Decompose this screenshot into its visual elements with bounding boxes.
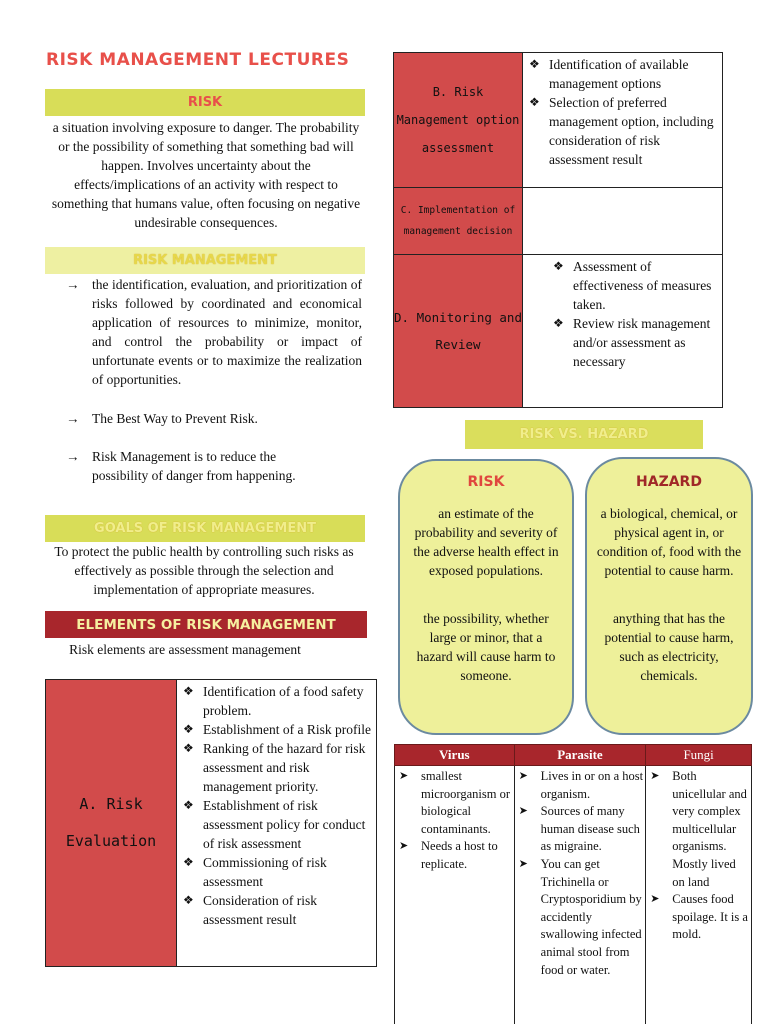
arrow-icon: → (66, 411, 80, 426)
list-item: ➤ smallest microorganism or biological contaminants. (397, 768, 512, 838)
risk-bubble-title: RISK (467, 474, 505, 490)
element-a-table (45, 679, 377, 967)
list-item: ❖ Selection of preferred management option, including consideration of risk assessment result (525, 93, 718, 169)
goals-text: To protect the public health by controlling such risks as effectively as possible through the selection and implementation of appropriate measures. (54, 544, 354, 597)
hazard-bubble-title: HAZARD (636, 474, 702, 490)
virus-header: Virus (395, 745, 515, 766)
parasite-list (517, 768, 644, 979)
risk-heading: RISK (187, 95, 223, 110)
element-d-list (549, 257, 718, 371)
list-item: → The Best Way to Prevent Risk. (66, 409, 362, 429)
list-item: → Risk Management is to reduce the possibility of danger from happening. (66, 447, 362, 486)
risk-vs-hazard-heading: RISK VS. HAZARD (519, 427, 649, 442)
hazard-bubble-text-1: a biological, chemical, or physical agent in, or condition of, food with the potential to cause harm. (596, 506, 742, 578)
list-item: ➤ Causes food spoilage. It is a mold. (648, 891, 749, 944)
goals-heading: GOALS OF RISK MANAGEMENT (94, 521, 316, 536)
element-c-label: C. Implementation of management decision (394, 188, 523, 255)
list-item: ❖ Identification of available management options (525, 55, 718, 93)
elements-intro: Risk elements are assessment management (69, 642, 301, 657)
list-item: ❖ Review risk management and/or assessment as necessary (549, 314, 718, 371)
list-item: ➤ Needs a host to replicate. (397, 838, 512, 873)
elements-heading-band (45, 611, 367, 638)
risk-bubble (398, 459, 574, 735)
hazard-bubble (585, 457, 753, 735)
virus-list (397, 768, 512, 874)
element-b-list (525, 55, 718, 169)
list-item: ➤ You can get Trichinella or Cryptosporidium by accidently swallowing infected animal stool from food or water. (517, 856, 644, 979)
list-item: ❖ Commissioning of risk assessment (179, 853, 372, 891)
list-item: ➤ Sources of many human disease such as migraine. (517, 803, 644, 856)
risk-management-heading: RISK MANAGEMENT (133, 253, 277, 268)
fungi-list (648, 768, 749, 944)
organisms-table (394, 744, 752, 1024)
element-c-empty-cell (523, 188, 723, 255)
risk-heading-band (45, 89, 365, 116)
hazard-bubble-text-2: anything that has the potential to cause harm, such as electricity, chemicals. (604, 611, 734, 683)
fungi-header: Fungi (646, 745, 752, 766)
list-item: ❖ Consideration of risk assessment result (179, 891, 372, 929)
arrow-icon: → (66, 277, 80, 292)
element-d-label: D. Monitoring and Review (394, 255, 523, 408)
risk-bubble-text-1: an estimate of the probability and severity of the adverse health effect in exposed populations. (413, 506, 559, 578)
arrow-icon: → (66, 448, 80, 464)
list-item: ❖ Identification of a food safety problem. (179, 682, 372, 720)
element-b-label: B. Risk Management option assessment (394, 53, 523, 188)
list-item: ➤ Lives in or on a host organism. (517, 768, 644, 803)
element-a-label: A. Risk Evaluation (46, 680, 177, 967)
list-item: ❖ Establishment of a Risk profile (179, 720, 372, 739)
risk-bubble-text-2: the possibility, whether large or minor, that a hazard will cause harm to someone. (416, 611, 556, 683)
elements-bcd-table (393, 52, 723, 408)
risk-management-heading-band (45, 247, 365, 274)
list-item: → the identification, evaluation, and prioritization of risks followed by coordinated and economical application of resources to minimize, monitor, and control the probability or impact of unfortunate events or to maximize the realization of opportunities. (66, 277, 362, 387)
page-title: RISK MANAGEMENT LECTURES (46, 50, 350, 70)
risk-management-list (66, 275, 362, 486)
risk-vs-hazard-band (465, 420, 703, 449)
element-a-list (179, 682, 372, 929)
list-item: ❖ Establishment of risk assessment policy for conduct of risk assessment (179, 796, 372, 853)
risk-definition: a situation involving exposure to danger. The probability or the possibility of something that something bad will happen. Involves uncertainty about the effects/implications of an activity with respect to something that humans value, often focusing on negative undesirable consequences. (51, 120, 361, 230)
list-item: ❖ Ranking of the hazard for risk assessment and risk management priority. (179, 739, 372, 796)
elements-heading: ELEMENTS OF RISK MANAGEMENT (76, 616, 336, 633)
list-item: ➤ Both unicellular and very complex multicellular organisms. Mostly lived on land (648, 768, 749, 891)
list-item: ❖ Assessment of effectiveness of measures taken. (549, 257, 718, 314)
parasite-header: Parasite (514, 745, 646, 766)
goals-heading-band (45, 515, 365, 542)
